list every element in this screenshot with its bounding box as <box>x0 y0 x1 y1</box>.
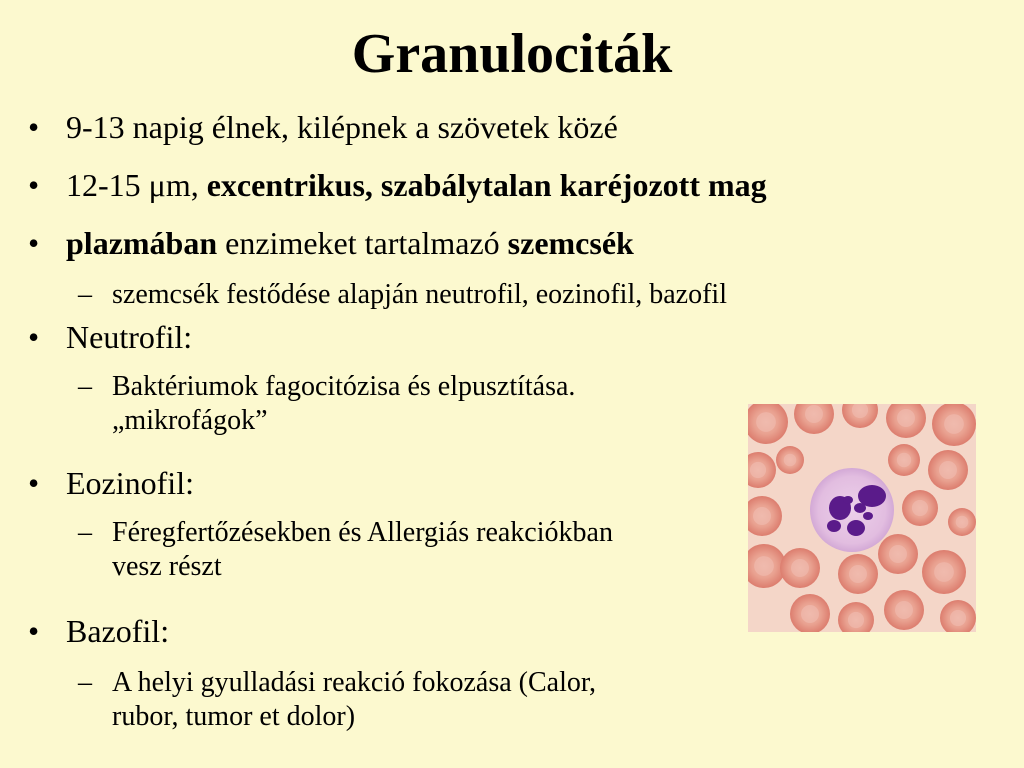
dash-marker: – <box>78 667 92 698</box>
red-blood-cell-center <box>750 462 766 478</box>
bullet-eozinofil <box>28 464 194 502</box>
bullet-marker: • <box>28 109 40 145</box>
red-blood-cell-center <box>897 453 911 467</box>
bullet-text: Eozinofil: <box>66 465 194 501</box>
bullet-neutrofil <box>28 318 193 356</box>
bullet-bold-text: plazmában <box>66 225 218 261</box>
bullet-text: 9-13 napig élnek, kilépnek a szövetek közé <box>66 109 618 145</box>
red-blood-cell-center <box>956 516 969 529</box>
subbullet-eozinofil <box>78 516 613 584</box>
dash-marker: – <box>78 517 92 548</box>
red-blood-cell-center <box>895 601 913 619</box>
red-blood-cell-center <box>784 454 797 467</box>
red-blood-cell-center <box>754 556 774 576</box>
bullet-bazofil <box>28 612 170 650</box>
red-blood-cell-center <box>849 565 867 583</box>
bullet-granules <box>28 224 634 262</box>
red-blood-cell-center <box>756 412 776 432</box>
subbullet-bazofil <box>78 666 597 734</box>
micrograph-illustration <box>748 404 976 632</box>
red-blood-cell-center <box>950 610 966 626</box>
bullet-bold-text: excentrikus, szabálytalan karéjozott mag <box>206 167 767 203</box>
subbullet-text: „mikrofágok” <box>112 405 268 436</box>
subbullet-text: vesz részt <box>112 551 222 582</box>
subbullet-text: szemcsék festődése alapján neutrofil, eozinofil, bazofil <box>112 279 727 310</box>
bullet-marker: • <box>28 319 40 355</box>
subbullet-neutrofil <box>78 370 576 438</box>
red-blood-cell-center <box>848 612 864 628</box>
red-blood-cell-center <box>934 562 954 582</box>
bullet-lifespan <box>28 108 618 146</box>
bullet-text: enzimeket tartalmazó <box>217 225 508 261</box>
red-blood-cell-center <box>939 461 957 479</box>
dash-marker: – <box>78 371 92 402</box>
dash-marker: – <box>78 279 92 310</box>
red-blood-cell-center <box>912 500 928 516</box>
red-blood-cell-center <box>944 414 964 434</box>
subbullet-text: Baktériumok fagocitózisa és elpusztítása. <box>112 371 576 402</box>
slide-title: Granulociták <box>351 23 673 85</box>
bullet-marker: • <box>28 225 40 261</box>
red-blood-cell-center <box>889 545 907 563</box>
bullet-marker: • <box>28 613 40 649</box>
red-blood-cell-center <box>801 605 819 623</box>
neutrophil-cell <box>810 468 894 552</box>
neutrophil-cytoplasm <box>810 468 894 552</box>
red-blood-cell-center <box>753 507 771 525</box>
red-blood-cell-center <box>805 405 823 423</box>
bullet-marker: • <box>28 167 40 203</box>
subbullet-text: Féregfertőzésekben és Allergiás reakciókban <box>112 517 613 548</box>
subbullet-text: rubor, tumor et dolor) <box>112 701 356 732</box>
bullet-marker: • <box>28 465 40 501</box>
subbullet-granule-staining <box>78 278 727 312</box>
subbullet-text: A helyi gyulladási reakció fokozása (Calor, <box>112 667 597 698</box>
bullet-size-nucleus <box>28 166 767 204</box>
neutrophil-micrograph <box>748 404 976 632</box>
red-blood-cell-center <box>791 559 809 577</box>
bullet-bold-text: szemcsék <box>507 225 634 261</box>
bullet-text: Bazofil: <box>66 613 170 649</box>
bullet-text: Neutrofil: <box>66 319 193 355</box>
red-blood-cell-center <box>897 409 915 427</box>
bullet-text: 12-15 μm, <box>66 167 207 203</box>
